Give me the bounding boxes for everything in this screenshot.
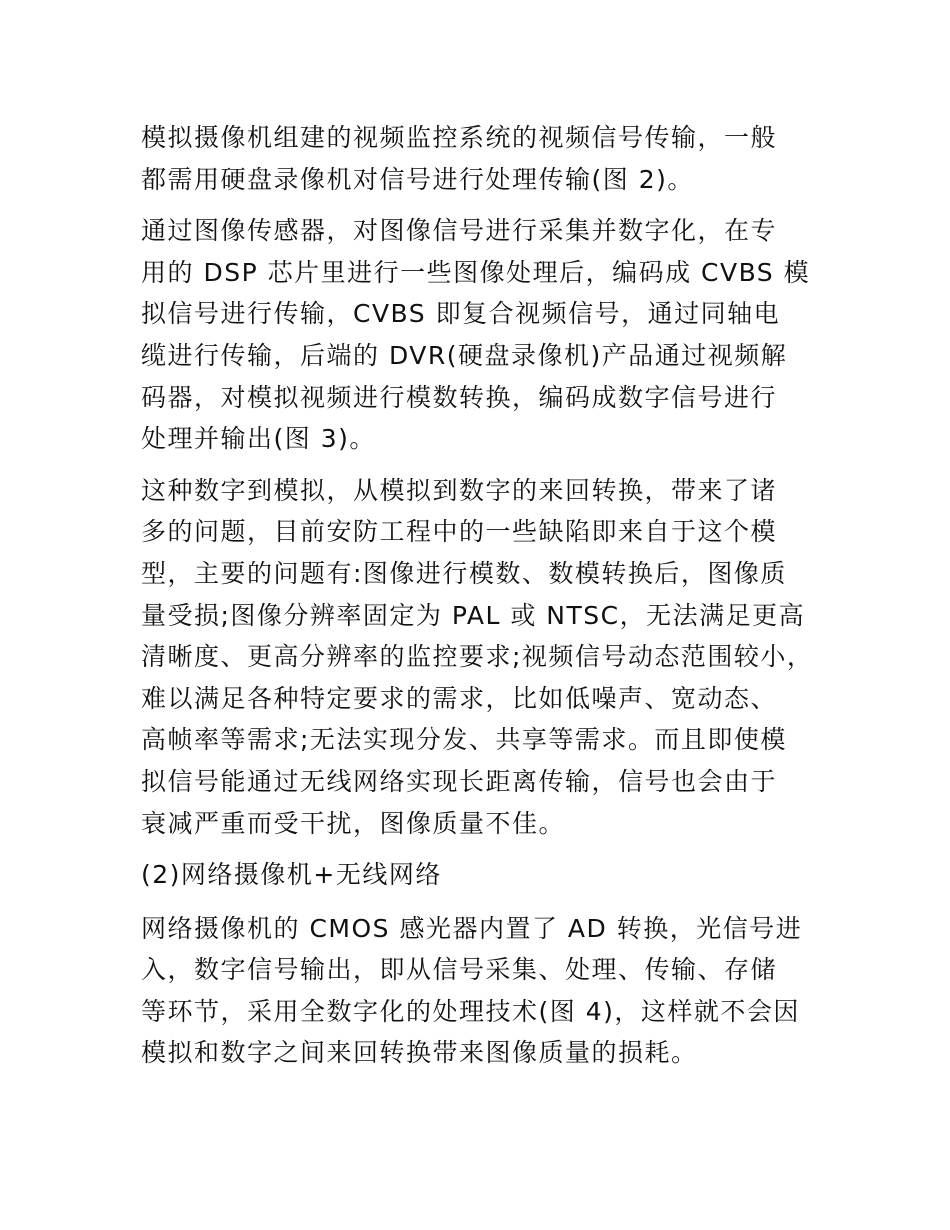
text-line: 等环节，采用全数字化的处理技术(图 4)，这样就不会因 [141, 996, 800, 1026]
text-line: 拟信号能通过无线网络实现长距离传输，信号也会由于 [141, 766, 778, 796]
text-line: 多的问题，目前安防工程中的一些缺陷即来自于这个模 [141, 517, 778, 547]
section-heading-network-camera [141, 854, 821, 896]
paragraph-conversion-problems [141, 470, 821, 844]
text-line: 型，主要的问题有:图像进行模数、数模转换后，图像质 [141, 558, 787, 588]
text-line: 都需用硬盘录像机对信号进行处理传输(图 2)。 [141, 164, 694, 194]
text-line: 处理并输出(图 3)。 [141, 424, 376, 454]
text-line: 码器，对模拟视频进行模数转换，编码成数字信号进行 [141, 382, 778, 412]
text-line: 入，数字信号输出，即从信号采集、处理、传输、存储 [141, 955, 778, 985]
text-line: 量受损;图像分辨率固定为 PAL 或 NTSC，无法满足更高 [141, 600, 806, 630]
text-line: 网络摄像机的 CMOS 感光器内置了 AD 转换，光信号进 [141, 913, 803, 943]
paragraph-network-camera [141, 908, 821, 1074]
text-line: 衰减严重而受干扰，图像质量不佳。 [141, 808, 566, 838]
paragraph-sensor-process [141, 210, 821, 460]
text-line: 缆进行传输，后端的 DVR(硬盘录像机)产品通过视频解 [141, 340, 788, 370]
text-line: 拟信号进行传输，CVBS 即复合视频信号，通过同轴电 [141, 299, 781, 329]
text-line: 难以满足各种特定要求的需求，比如低噪声、宽动态、 [141, 683, 778, 713]
text-line: 清晰度、更高分辨率的监控要求;视频信号动态范围较小， [141, 642, 814, 672]
text-line: 高帧率等需求;无法实现分发、共享等需求。而且即使模 [141, 725, 787, 755]
text-line: 通过图像传感器，对图像信号进行采集并数字化，在专 [141, 216, 778, 246]
text-line: 模拟和数字之间来回转换带来图像质量的损耗。 [141, 1038, 698, 1068]
paragraph-cvbs-transmission [141, 117, 821, 200]
text-line: 用的 DSP 芯片里进行一些图像处理后，编码成 CVBS 模 [141, 257, 811, 287]
text-line: 模拟摄像机组建的视频监控系统的视频信号传输，一般 [141, 123, 778, 152]
text-line: 这种数字到模拟，从模拟到数字的来回转换，带来了诸 [141, 475, 778, 505]
text-line: (2)网络摄像机+无线网络 [141, 860, 442, 890]
document-page [141, 117, 821, 1084]
